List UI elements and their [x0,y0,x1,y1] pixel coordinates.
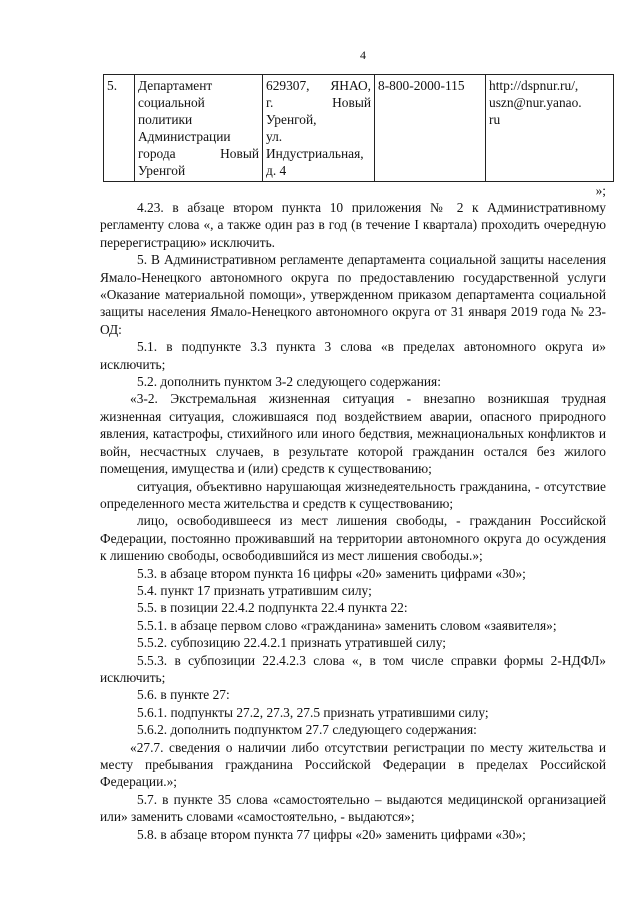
department-cell: Департамент социальной политики Администрации города Новый Уренгой [135,75,263,182]
paragraph: 5.1. в подпункте 3.3 пункта 3 слова «в пределах автономного округа и» исключить; [100,339,606,372]
paragraph: 5.6.2. дополнить подпунктом 27.7 следующего содержания: [137,722,477,738]
contacts-table [103,74,614,182]
document-body [100,183,606,843]
website-cell: http://dspnur.ru/, uszn@nur.yanao. ru [486,75,614,182]
closing-quote: »; [595,183,606,198]
paragraph: 5.3. в абзаце втором пункта 16 цифры «20» заменить цифрами «30»; [137,565,526,581]
paragraph: 5.5.2. субпозицию 22.4.2.1 признать утратившей силу; [137,635,446,651]
paragraph: 5.5.1. в абзаце первом слово «гражданина» заменить словом «заявителя»; [137,617,557,633]
paragraph: «27.7. сведения о наличии либо отсутствии регистрации по месту жительства и месту пребывания гражданина Российской Федерации в пределах Российской Федерации.»; [100,739,606,790]
paragraph: 5.8. в абзаце втором пункта 77 цифры «20» заменить цифрами «30»; [137,826,526,842]
paragraph: лицо, освободившееся из мест лишения свободы, - гражданин Российской Федерации, постоянно проживавший на территории автономного округа до осуждения к лишению свободы, освободившийся из мест лишения свободы.»; [100,513,606,564]
paragraph: 4.23. в абзаце втором пункта 10 приложения № 2 к Административному регламенту слова «, а также один раз в год (в течение I квартала) проходить очередную перерегистрацию» исключить. [100,200,606,250]
paragraph: 5.6. в пункте 27: [137,687,230,703]
page-number: 4 [360,48,366,62]
paragraph: 5.7. в пункте 35 слова «самостоятельно – выдаются медицинской организацией или» заменить словами «самостоятельно, - выдаются»; [100,791,606,825]
address-cell: 629307, ЯНАО, г. Новый Уренгой, ул. Индустриальная, д. 4 [263,75,375,182]
row-number: 5. [104,75,135,182]
phone-cell: 8-800-2000-115 [375,75,486,182]
paragraph: 5.5.3. в субпозиции 22.4.2.3 слова «, в том числе справки формы 2-НДФЛ» исключить; [100,652,606,685]
paragraph: «3-2. Экстремальная жизненная ситуация - внезапно возникшая трудная жизненная ситуация, сложившаяся под воздействием аварии, опасного природного явления, катастрофы, стихийного или иного бедствия, межнациональных конфликтов и войн, несчастных случаев, в результате которой гражданин остался без жилого помещения, имущества и (или) средств к существованию; [100,391,606,477]
paragraph: 5.4. пункт 17 признать утратившим силу; [137,582,372,598]
table-row [104,75,614,182]
paragraph: 5.5. в позиции 22.4.2 подпункта 22.4 пункта 22: [137,600,408,616]
paragraph: ситуация, объективно нарушающая жизнедеятельность гражданина, - отсутствие определенного места жительства и средств к существованию; [100,478,606,511]
paragraph: 5.6.1. подпункты 27.2, 27.3, 27.5 признать утратившими силу; [137,704,489,720]
paragraph: 5. В Административном регламенте департамента социальной защиты населения Ямало-Ненецкого автономного округа по предоставлению государственной услуги «Оказание материальной помощи», утвержденном приказом департамента социальной защиты населения Ямало-Ненецкого автономного округа от 31 января 2019 года № 23-ОД: [100,252,606,337]
paragraph: 5.2. дополнить пунктом 3-2 следующего содержания: [137,374,441,390]
